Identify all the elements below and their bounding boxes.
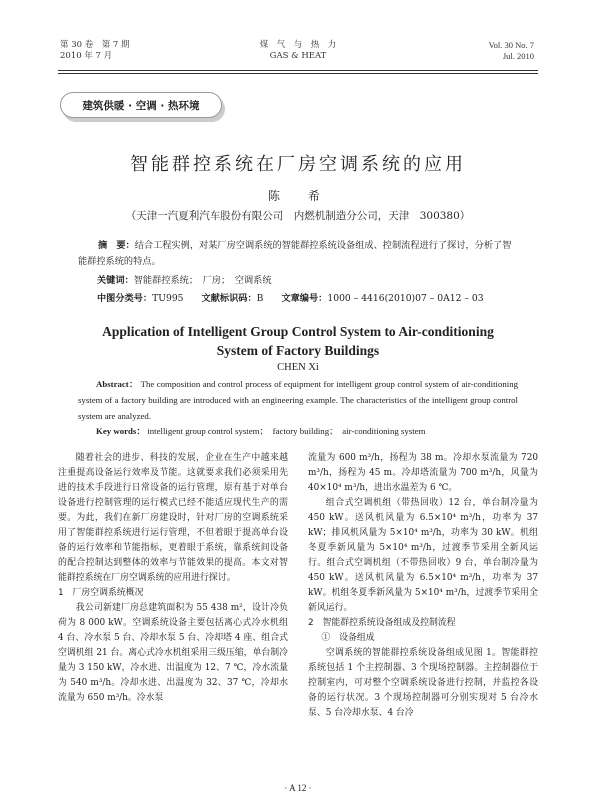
title-en-line2: System of Factory Buildings	[216, 343, 380, 358]
volume-issue-en: Vol. 30 No. 7	[488, 40, 534, 50]
section-heading-2: 2 智能群控系统设备组成及控制流程	[308, 618, 456, 628]
keywords-en-text: intelligent group control system； factory building； air-conditioning system	[147, 426, 426, 436]
page-number: · A 12 ·	[284, 783, 312, 793]
abstract-en	[78, 376, 518, 424]
journal-name-en: GAS & HEAT	[269, 51, 327, 61]
article-title-en	[0, 322, 596, 360]
abstract-en-text: The composition and control process of equipment for intelligent group control system of air-conditioning system of a factory building are introduced with an engineering example. The characteristics of the intelligent group control system are analyzed.	[78, 379, 519, 421]
affiliation-cn: （天津一汽夏利汽车股份有限公司 内燃机制造分公司，天津 300380）	[125, 210, 471, 222]
intro-paragraph: 随着社会的进步、科技的发展，企业在生产中越来越注重提高设备运行效率及节能。这就要求我们必须采用先进的技术手段进行日常设备的运行管理，原有基于对单台设备进行控制管理的运行模式已经不能适应现代生产的需要。为此，我们在新厂房建设时，针对厂房的空调系统采用了智能群控系统进行运行管理，不但着眼于提高单台设备的运行效率和节能指标，更着眼于系统，靠系统间设备的配合控制达到整体的效率与节能效果的提高。本文对智能群控系统在厂房空调系统的应用进行探讨。	[58, 453, 288, 583]
author-cn: 陈 希	[267, 189, 328, 203]
subsection-heading-equipment: ① 设备组成	[321, 633, 375, 643]
doc-code-value: B	[256, 293, 264, 304]
section-label: 建筑供暖 · 空调 · 热环境	[60, 92, 222, 118]
keywords-cn-text: 智能群控系统； 厂房； 空调系统	[133, 275, 272, 286]
volume-issue: 第 30 卷 第 7 期	[60, 40, 130, 50]
doc-code-label: 文献标识码：	[201, 293, 257, 304]
keywords-en-label: Key words：	[96, 426, 146, 436]
keywords-en	[96, 424, 425, 437]
publication-date: 2010 年 7 月	[60, 51, 113, 61]
body-column-left	[58, 451, 288, 706]
journal-name-cn: 煤 气 与 热 力	[259, 40, 337, 50]
body-column-right	[308, 451, 538, 721]
author-en: CHEN Xi	[277, 362, 319, 373]
abstract-cn	[78, 238, 516, 270]
article-id-label: 文章编号：	[281, 293, 328, 304]
header-rule-double	[58, 73, 538, 74]
keywords-cn	[97, 272, 272, 286]
journal-volume-header-en	[489, 40, 534, 62]
title-en-line1: Application of Intelligent Group Control System to Air-conditioning	[102, 324, 494, 339]
keywords-cn-label: 关键词：	[97, 275, 134, 286]
article-id-value: 1000 – 4416(2010)07 – 0A12 – 03	[327, 293, 484, 304]
abstract-cn-text: 结合工程实例，对某厂房空调系统的智能群控系统设备组成、控制流程进行了探讨，分析了智能群控系统的特点。	[78, 240, 512, 267]
clc-value: TU995	[152, 293, 184, 304]
abstract-cn-label: 摘 要：	[98, 240, 135, 251]
article-title-cn: 智能群控系统在厂房空调系统的应用	[130, 154, 466, 175]
equipment-paragraph: 空调系统的智能群控系统设备组成见图 1。智能群控系统包括 1 个主控制器、3 个现场控制器。主控制器位于控制室内，可对整个空调系统设备进行控制，并监控各设备的运行状况。3 个现场控制器可分别实现对 5 台冷水泵、5 台冷却水泵、4 台冷	[308, 648, 538, 718]
header-rule	[58, 70, 538, 71]
clc-label: 中图分类号：	[97, 293, 153, 304]
pump-specs-paragraph: 流量为 600 m³/h，扬程为 38 m。冷却水泵流量为 720 m³/h，扬程为 45 m。冷却塔流量为 700 m³/h，风量为 40×10⁴ m³/h，进出水温差为 6 ℃。	[308, 453, 538, 493]
ahu-specs-paragraph: 组合式空调机组（带热回收）12 台，单台制冷量为 450 kW。送风机风量为 6.5×10⁴ m³/h，功率为 37 kW；排风机风量为 5×10⁴ m³/h，功率为 30 kW。机组冬夏季新风量为 5×10⁴ m³/h，过渡季节采用全新风运行。组合式空调机组（不带热回收）9 台，单台制冷量为 450 kW。送风机风量为 6.5×10⁴ m³/h，功率为 37 kW。机组冬夏季新风量为 5×10⁴ m³/h，过渡季节采用全新风运行。	[308, 498, 538, 613]
publication-date-en: Jul. 2010	[502, 51, 534, 61]
classification-line	[97, 290, 484, 304]
overview-paragraph: 我公司新建厂房总建筑面积为 55 438 m²，设计冷负荷为 8 000 kW。空调系统设备主要包括离心式冷水机组 4 台、冷水泵 5 台、冷却水泵 5 台、冷却塔 4 座、组合式空调机组 21 台。离心式冷水机组采用三级压缩，单台制冷量为 3 150 kW，冷水进、出温度为 12、7 ℃，冷水流量为 540 m³/h。冷却水进、出温度为 32、37 ℃，冷却水流量为 650 m³/h。冷水泵	[58, 603, 288, 703]
abstract-en-label: Abstract：	[96, 379, 139, 389]
section-heading-1: 1 厂房空调系统概况	[58, 588, 144, 598]
